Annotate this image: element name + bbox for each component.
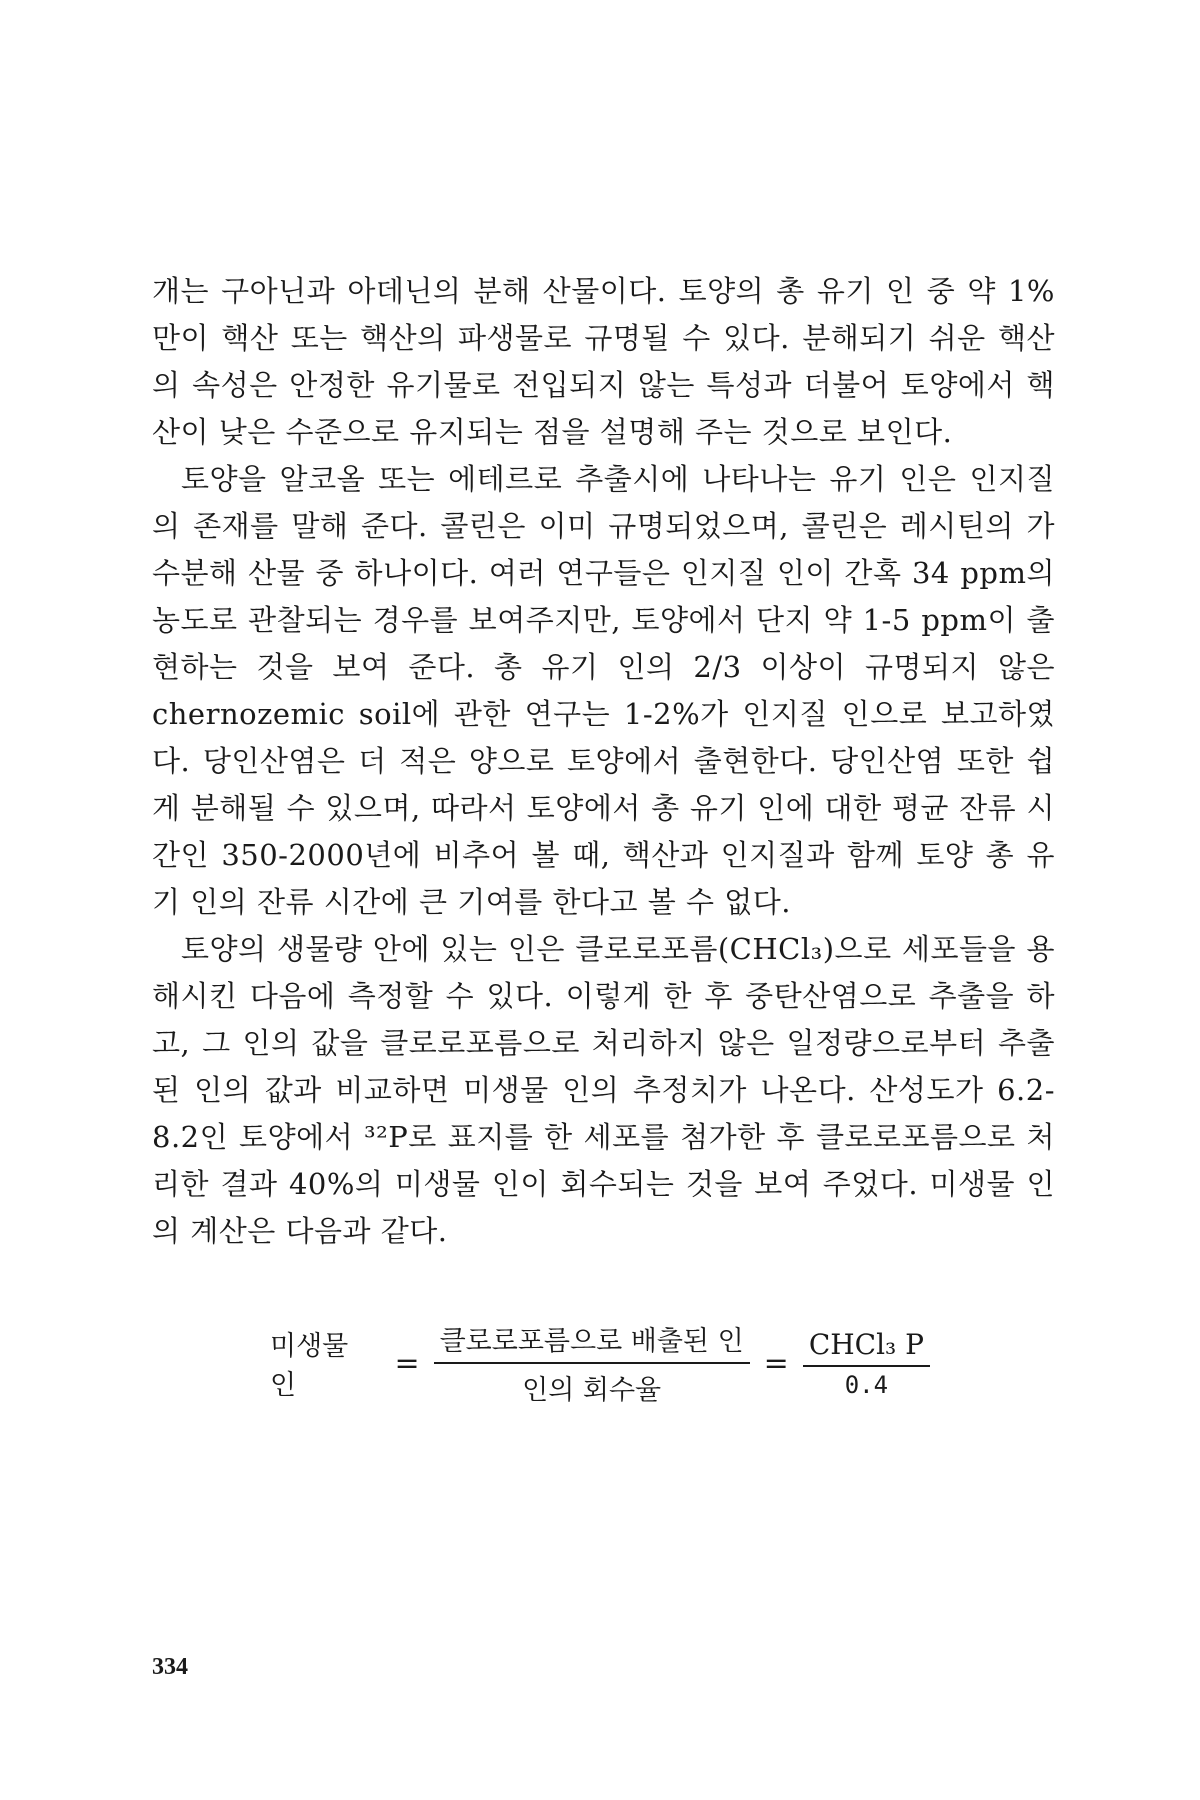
fraction-recovery (434, 1319, 750, 1407)
microbial-phosphorus-formula (270, 1323, 930, 1406)
fraction-recovery-denominator: 인의 회수율 (522, 1375, 662, 1406)
paragraph-microbial-phosphorus: 토양의 생물량 안에 있는 인은 클로로포름(CHCl₃)으로 세포들을 용해시킨 다음에 측정할 수 있다. 이렇게 한 후 중탄산염으로 추출을 하고, 그 인의 값을 클로로포름으로 처리하지 않은 일정량으로부터 추출된 인의 값과 비교하면 미생물 인의 추정치가 나온다. 산성도가 6.2-8.2인 토양에서 ³²P로 표지를 한 세포를 첨가한 후 클로로포름으로 처리한 결과 40%의 미생물 인이 회수되는 것을 보여 주었다. 미생물 인의 계산은 다음과 같다. (152, 932, 1055, 1248)
formula-equals-1: = (394, 1345, 420, 1381)
paragraph-nucleic-acid: 개는 구아닌과 아데닌의 분해 산물이다. 토양의 총 유기 인 중 약 1%만이 핵산 또는 핵산의 파생물로 규명될 수 있다. 분해되기 쉬운 핵산의 속성은 안정한 유기물로 전입되지 않는 특성과 더불어 토양에서 핵산이 낮은 수준으로 유지되는 점을 설명해 주는 것으로 보인다. (152, 274, 1055, 449)
page-number: 334 (152, 1654, 188, 1680)
body-text (152, 268, 1055, 1255)
fraction-chcl3-numerator: CHCl₃ P (803, 1328, 930, 1367)
fraction-chcl3-denominator: 0.4 (844, 1370, 889, 1399)
paragraph-phospholipid: 토양을 알코올 또는 에테르로 추출시에 나타나는 유기 인은 인지질의 존재를 말해 준다. 콜린은 이미 규명되었으며, 콜린은 레시틴의 가수분해 산물 중 하나이다. 여러 연구들은 인지질 인이 간혹 34 ppm의 농도로 관찰되는 경우를 보여주지만, 토양에서 단지 약 1-5 ppm이 출현하는 것을 보여 준다. 총 유기 인의 2/3 이상이 규명되지 않은 chernozemic soil에 관한 연구는 1-2%가 인지질 인으로 보고하였다. 당인산염은 더 적은 양으로 토양에서 출현한다. 당인산염 또한 쉽게 분해될 수 있으며, 따라서 토양에서 총 유기 인에 대한 평균 잔류 시간인 350-2000년에 비추어 볼 때, 핵산과 인지질과 함께 토양 총 유기 인의 잔류 시간에 큰 기여를 한다고 볼 수 없다. (152, 462, 1055, 919)
fraction-recovery-numerator: 클로로포름으로 배출된 인 (434, 1319, 750, 1364)
formula-equals-2: = (763, 1345, 789, 1381)
fraction-chcl3 (803, 1328, 930, 1399)
formula-label: 미생물 인 (270, 1331, 349, 1401)
